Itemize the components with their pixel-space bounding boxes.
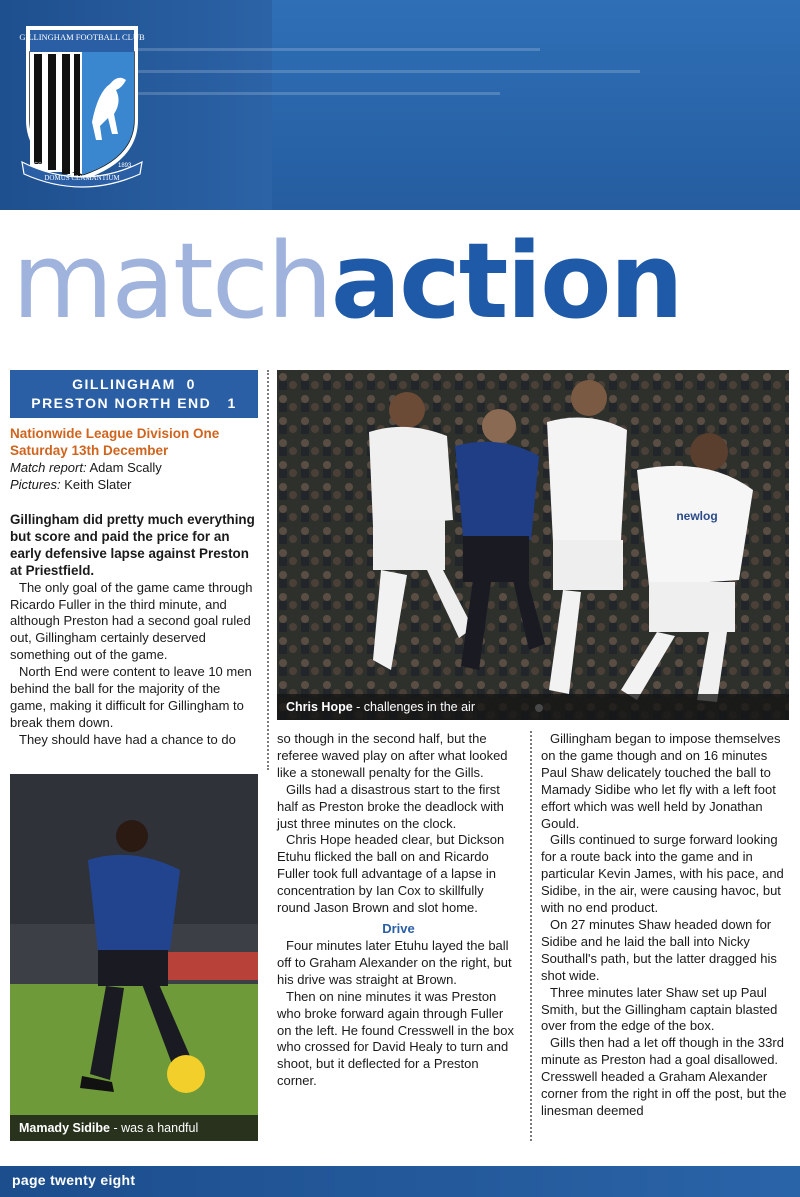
pictures-name: Keith Slater: [64, 477, 132, 492]
photo-mamady-sidibe: [10, 774, 258, 1141]
caption-player-name: Mamady Sidibe: [19, 1121, 110, 1135]
caption-player-name: Chris Hope: [286, 700, 353, 714]
article-paragraph: Gillingham began to impose themselves on the game though and on 16 minutes Paul Shaw delicately touched the ball to Mamady Sidibe who let fly with a left foot effort which was well held by Jonathan Gould.: [541, 731, 781, 831]
crest-year: 1893: [118, 163, 132, 169]
score-box: [10, 370, 258, 418]
report-name: Adam Scally: [89, 460, 162, 475]
article-paragraph: North End were content to leave 10 men behind the ball for the majority of the game, making it difficult for Gillingham to break them down.: [10, 664, 252, 730]
pictures-credit: [10, 476, 260, 493]
caption-text: - challenges in the air: [352, 700, 475, 714]
article-subheading: Drive: [382, 920, 415, 936]
caption-text: - was a handful: [110, 1121, 199, 1135]
article-paragraph: so though in the second half, but the referee waved play on after what looked like a stonewall penalty for the Gills.: [277, 731, 508, 780]
article-paragraph: Three minutes later Shaw set up Paul Smith, but the Gillingham captain blasted over from the edge of the box.: [541, 984, 778, 1034]
masthead-bold: action: [330, 220, 682, 342]
club-crest-logo: [18, 22, 146, 190]
action-photo-illustration: [277, 370, 789, 720]
shirt-sponsor-text: newlog: [676, 509, 718, 523]
photo-caption-top: [277, 694, 789, 720]
pictures-label: Pictures:: [10, 477, 61, 492]
article-column-1: [10, 512, 260, 749]
page-number-label: page twenty eight: [12, 1172, 136, 1188]
article-paragraph: Gills had a disastrous start to the first half as Preston broke the deadlock with just three minutes on the clock.: [277, 781, 504, 831]
article-paragraph: Then on nine minutes it was Preston who broke forward again through Fuller on the left. He found Cresswell in the box who crossed for David Healy to turn and shoot, but it deflected for a Preston corner.: [277, 988, 515, 1089]
match-meta: [10, 425, 260, 493]
footer-band: [0, 1166, 800, 1197]
column-divider: [267, 370, 269, 770]
home-team: GILLINGHAM: [72, 376, 176, 392]
header-stripe: [120, 48, 540, 51]
crest-title-line: GILLINGHAM FOOTBALL CLUB: [19, 32, 145, 42]
header-stripe: [120, 92, 500, 95]
header-band-panel: [272, 0, 800, 210]
away-team: PRESTON NORTH END: [31, 395, 212, 411]
match-date: Saturday 13th December: [10, 443, 169, 458]
article-paragraph: Gills then had a let off though in the 33rd minute as Preston had a goal disallowed. Cresswell headed a Graham Alexander corner from the right in off the post, but the linesman deemed: [541, 1035, 787, 1118]
away-score: 1: [227, 395, 237, 411]
crest-motto: DOMUS CLAMANTIUM: [44, 174, 120, 182]
report-label: Match report:: [10, 460, 87, 475]
article-paragraph: The only goal of the game came through Ricardo Fuller in the third minute, and although Preston had a second goal ruled out, Gillingham certainly deserved something out of the game.: [10, 579, 253, 663]
photo-chris-hope: [277, 370, 789, 720]
header-stripe: [120, 70, 640, 73]
home-score: 0: [186, 376, 196, 392]
action-photo-illustration: [10, 774, 258, 1141]
article-paragraph: Chris Hope headed clear, but Dickson Etuhu flicked the ball on and Ricardo Fuller took full advantage of a lapse in concentration by Ian Cox to skillfully round Jason Brown and slot home.: [277, 832, 505, 916]
home-score-line: [10, 375, 258, 394]
article-column-3: [541, 731, 791, 1120]
crest-est: EST: [34, 163, 46, 169]
article-paragraph: They should have had a chance to do: [19, 731, 236, 747]
article-intro: Gillingham did pretty much everything but score and paid the price for an early defensive lapse against Preston at Priestfield.: [10, 512, 255, 578]
article-paragraph: Four minutes later Etuhu layed the ball off to Graham Alexander on the right, but his drive was straight at Brown.: [277, 937, 512, 987]
article-paragraph: Gills continued to surge forward looking for a route back into the game and in particular Kevin James, with his pace, and Sidibe, in the air, were causing havoc, but with no end product.: [541, 832, 784, 916]
photo-caption-bottom: [10, 1115, 258, 1141]
report-credit: [10, 459, 260, 476]
masthead-title: [12, 220, 792, 342]
column-divider: [530, 731, 532, 1141]
article-paragraph: On 27 minutes Shaw headed down for Sidibe and he laid the ball into Nicky Southall's path, but the latter dragged his shot wide.: [541, 916, 777, 983]
header-band: [0, 0, 800, 210]
league-name: Nationwide League Division One: [10, 426, 220, 441]
article-column-2: [277, 731, 520, 1090]
masthead-light: match: [12, 220, 331, 342]
away-score-line: [10, 394, 258, 413]
